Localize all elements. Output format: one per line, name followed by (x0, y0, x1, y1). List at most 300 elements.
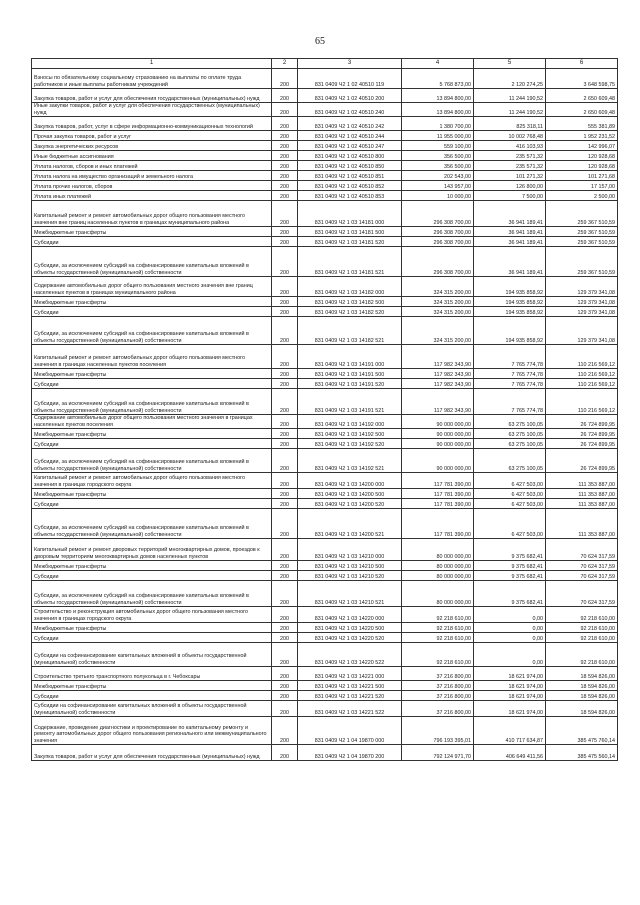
row-code: 200 (272, 509, 298, 539)
header-row (32, 59, 618, 69)
row-code: 200 (272, 539, 298, 561)
row-code: 200 (272, 131, 298, 141)
table-row (32, 717, 618, 745)
row-code: 200 (272, 191, 298, 201)
row-executed: 11 244 190,52 (474, 89, 546, 103)
row-plan: 117 781 390,00 (402, 499, 474, 509)
row-plan: 143 957,00 (402, 181, 474, 191)
row-plan: 92 218 610,00 (402, 607, 474, 623)
row-name: Субсидии на софинансирование капитальных вложений в объекты государственной (муниципальной) собственности (32, 643, 272, 667)
row-remainder: 120 928,68 (546, 161, 618, 171)
row-code: 200 (272, 181, 298, 191)
row-code: 200 (272, 581, 298, 607)
row-plan: 90 000 000,00 (402, 449, 474, 473)
row-code: 200 (272, 607, 298, 623)
row-code: 200 (272, 429, 298, 439)
table-row (32, 307, 618, 317)
table-row (32, 667, 618, 681)
row-plan: 11 955 000,00 (402, 131, 474, 141)
row-remainder: 18 594 826,00 (546, 681, 618, 691)
row-executed: 235 571,32 (474, 161, 546, 171)
row-code: 200 (272, 117, 298, 131)
row-remainder: 92 218 610,00 (546, 623, 618, 633)
row-classifier: 831 0409 Ч2 1 02 40510 850 (298, 161, 402, 171)
row-executed: 18 621 974,00 (474, 701, 546, 717)
row-classifier: 831 0409 Ч2 1 03 14200 000 (298, 473, 402, 489)
row-code: 200 (272, 379, 298, 389)
row-remainder: 70 624 317,59 (546, 571, 618, 581)
table-row (32, 131, 618, 141)
row-plan: 37 216 800,00 (402, 667, 474, 681)
row-classifier: 831 0409 Ч2 1 03 14191 520 (298, 379, 402, 389)
row-executed: 11 244 190,52 (474, 103, 546, 117)
row-classifier: 831 0409 Ч2 1 03 14221 500 (298, 681, 402, 691)
row-plan: 296 308 700,00 (402, 201, 474, 227)
row-executed: 406 649 411,56 (474, 745, 546, 761)
table-row (32, 89, 618, 103)
row-remainder: 2 650 609,48 (546, 89, 618, 103)
row-executed: 63 275 100,05 (474, 449, 546, 473)
row-plan: 559 100,00 (402, 141, 474, 151)
row-classifier: 831 0409 Ч2 1 03 14220 500 (298, 623, 402, 633)
row-code: 200 (272, 151, 298, 161)
row-code: 200 (272, 247, 298, 277)
row-name: Субсидии (32, 691, 272, 701)
col-header-1: 1 (32, 59, 272, 69)
table-row (32, 369, 618, 379)
row-classifier: 831 0409 Ч2 1 03 14220 520 (298, 633, 402, 643)
row-classifier: 831 0409 Ч2 1 03 14220 000 (298, 607, 402, 623)
col-header-2: 2 (272, 59, 298, 69)
row-classifier: 831 0409 Ч2 1 03 14221 520 (298, 691, 402, 701)
row-classifier: 831 0409 Ч2 1 04 19870 200 (298, 745, 402, 761)
row-classifier: 831 0409 Ч2 1 02 40510 240 (298, 103, 402, 117)
row-plan: 92 218 610,00 (402, 643, 474, 667)
row-plan: 324 315 200,00 (402, 297, 474, 307)
row-remainder: 1 952 231,52 (546, 131, 618, 141)
row-executed: 825 318,11 (474, 117, 546, 131)
row-code: 200 (272, 201, 298, 227)
row-remainder: 3 648 598,75 (546, 69, 618, 89)
row-plan: 1 380 700,00 (402, 117, 474, 131)
table-row (32, 607, 618, 623)
row-executed: 7 765 774,78 (474, 345, 546, 369)
table-row (32, 429, 618, 439)
row-executed: 18 621 974,00 (474, 681, 546, 691)
row-code: 200 (272, 681, 298, 691)
row-classifier: 831 0409 Ч2 1 03 14210 000 (298, 539, 402, 561)
row-remainder: 129 379 341,08 (546, 307, 618, 317)
row-plan: 37 216 800,00 (402, 691, 474, 701)
row-plan: 356 500,00 (402, 161, 474, 171)
row-name: Субсидии (32, 439, 272, 449)
row-plan: 356 500,00 (402, 151, 474, 161)
row-remainder: 26 724 899,95 (546, 439, 618, 449)
table-row (32, 415, 618, 429)
row-code: 200 (272, 69, 298, 89)
row-executed: 9 375 682,41 (474, 581, 546, 607)
row-plan: 90 000 000,00 (402, 429, 474, 439)
row-code: 200 (272, 717, 298, 745)
row-executed: 416 103,93 (474, 141, 546, 151)
row-name: Межбюджетные трансферты (32, 489, 272, 499)
row-code: 200 (272, 473, 298, 489)
row-name: Капитальный ремонт и ремонт автомобильных дорог общего пользования местного значения в границах городского округа (32, 473, 272, 489)
row-name: Иные бюджетные ассигнования (32, 151, 272, 161)
table-row (32, 581, 618, 607)
table-row (32, 379, 618, 389)
table-row (32, 237, 618, 247)
row-plan: 324 315 200,00 (402, 317, 474, 345)
row-plan: 90 000 000,00 (402, 415, 474, 429)
row-code: 200 (272, 141, 298, 151)
row-name: Субсидии, за исключением субсидий на софинансирование капитальных вложений в объекты государственной (муниципальной) собственности (32, 247, 272, 277)
row-remainder: 111 353 887,00 (546, 473, 618, 489)
row-code: 200 (272, 237, 298, 247)
table-row (32, 633, 618, 643)
row-executed: 6 427 503,00 (474, 509, 546, 539)
budget-execution-table (31, 58, 618, 761)
row-remainder: 26 724 899,95 (546, 449, 618, 473)
row-code: 200 (272, 89, 298, 103)
row-classifier: 831 0409 Ч2 1 03 14181 500 (298, 227, 402, 237)
row-name: Закупка товаров, работ и услуг для обеспечения государственных (муниципальных) нужд (32, 745, 272, 761)
row-plan: 296 308 700,00 (402, 247, 474, 277)
table-row (32, 473, 618, 489)
row-name: Субсидии (32, 633, 272, 643)
table-row (32, 227, 618, 237)
row-code: 200 (272, 415, 298, 429)
row-classifier: 831 0409 Ч2 1 02 40510 800 (298, 151, 402, 161)
row-code: 200 (272, 633, 298, 643)
row-code: 200 (272, 297, 298, 307)
row-plan: 202 543,00 (402, 171, 474, 181)
row-plan: 10 000,00 (402, 191, 474, 201)
table-row (32, 161, 618, 171)
row-plan: 324 315 200,00 (402, 277, 474, 297)
row-executed: 9 375 682,41 (474, 561, 546, 571)
row-classifier: 831 0409 Ч2 1 03 14200 520 (298, 499, 402, 509)
table-row (32, 117, 618, 131)
row-name: Субсидии, за исключением субсидий на софинансирование капитальных вложений в объекты государственной (муниципальной) собственности (32, 317, 272, 345)
row-name: Иные закупки товаров, работ и услуг для обеспечения государственных (муниципальных) нужд (32, 103, 272, 117)
row-remainder: 2 500,00 (546, 191, 618, 201)
row-name: Уплата налога на имущество организаций и земельного налога (32, 171, 272, 181)
row-plan: 117 982 343,90 (402, 345, 474, 369)
row-code: 200 (272, 449, 298, 473)
row-remainder: 129 379 341,08 (546, 297, 618, 307)
row-executed: 194 935 858,92 (474, 307, 546, 317)
row-executed: 36 941 189,41 (474, 247, 546, 277)
row-executed: 194 935 858,92 (474, 317, 546, 345)
row-name: Закупка товаров, работ, услуг в сфере информационно-коммуникационных технологий (32, 117, 272, 131)
row-executed: 9 375 682,41 (474, 571, 546, 581)
table-row (32, 191, 618, 201)
table-row (32, 561, 618, 571)
row-executed: 7 500,00 (474, 191, 546, 201)
row-name: Субсидии (32, 571, 272, 581)
row-executed: 0,00 (474, 623, 546, 633)
table-row (32, 151, 618, 161)
row-code: 200 (272, 701, 298, 717)
table-row (32, 297, 618, 307)
row-classifier: 831 0409 Ч2 1 03 14192 500 (298, 429, 402, 439)
row-plan: 296 308 700,00 (402, 237, 474, 247)
row-name: Капитальный ремонт и ремонт автомобильных дорог общего пользования местного значения в границах населенных пунктов поселения (32, 345, 272, 369)
row-name: Субсидии, за исключением субсидий на софинансирование капитальных вложений в объекты государственной (муниципальной) собственности (32, 581, 272, 607)
row-executed: 410 717 634,87 (474, 717, 546, 745)
row-classifier: 831 0409 Ч2 1 03 14191 521 (298, 389, 402, 415)
row-classifier: 831 0409 Ч2 1 03 14182 500 (298, 297, 402, 307)
row-remainder: 142 996,07 (546, 141, 618, 151)
table-row (32, 389, 618, 415)
row-remainder: 110 216 569,12 (546, 389, 618, 415)
row-classifier: 831 0409 Ч2 1 03 14181 000 (298, 201, 402, 227)
row-code: 200 (272, 277, 298, 297)
row-executed: 36 941 189,41 (474, 227, 546, 237)
row-plan: 80 000 000,00 (402, 539, 474, 561)
row-remainder: 92 218 610,00 (546, 633, 618, 643)
row-name: Межбюджетные трансферты (32, 429, 272, 439)
row-code: 200 (272, 489, 298, 499)
row-code: 200 (272, 745, 298, 761)
row-executed: 0,00 (474, 633, 546, 643)
row-classifier: 831 0409 Ч2 1 03 14192 521 (298, 449, 402, 473)
row-remainder: 26 724 899,95 (546, 429, 618, 439)
row-executed: 194 935 858,92 (474, 297, 546, 307)
row-executed: 6 427 503,00 (474, 499, 546, 509)
row-remainder: 26 724 899,95 (546, 415, 618, 429)
row-classifier: 831 0409 Ч2 1 02 40510 200 (298, 89, 402, 103)
row-classifier: 831 0409 Ч2 1 02 40510 247 (298, 141, 402, 151)
table-body (32, 69, 618, 761)
row-remainder: 110 216 569,12 (546, 369, 618, 379)
table-row (32, 201, 618, 227)
row-remainder: 111 353 887,00 (546, 509, 618, 539)
row-classifier: 831 0409 Ч2 1 02 40510 852 (298, 181, 402, 191)
row-name: Межбюджетные трансферты (32, 369, 272, 379)
row-plan: 80 000 000,00 (402, 581, 474, 607)
row-executed: 18 621 974,00 (474, 667, 546, 681)
row-remainder: 120 928,68 (546, 151, 618, 161)
row-classifier: 831 0409 Ч2 1 03 14191 000 (298, 345, 402, 369)
row-code: 200 (272, 307, 298, 317)
row-name: Прочая закупка товаров, работ и услуг (32, 131, 272, 141)
row-code: 200 (272, 561, 298, 571)
row-plan: 792 124 971,70 (402, 745, 474, 761)
row-name: Уплата налогов, сборов и иных платежей (32, 161, 272, 171)
row-executed: 7 765 774,78 (474, 369, 546, 379)
row-remainder: 18 594 826,00 (546, 667, 618, 681)
row-name: Закупка энергетических ресурсов (32, 141, 272, 151)
row-executed: 63 275 100,05 (474, 429, 546, 439)
row-plan: 324 315 200,00 (402, 307, 474, 317)
table-row (32, 571, 618, 581)
row-code: 200 (272, 691, 298, 701)
row-executed: 0,00 (474, 607, 546, 623)
table-row (32, 181, 618, 191)
row-plan: 80 000 000,00 (402, 561, 474, 571)
row-name: Строительство и реконструкция автомобильных дорог общего пользования местного значения в границах городского округа (32, 607, 272, 623)
row-executed: 18 621 974,00 (474, 691, 546, 701)
row-remainder: 18 594 826,00 (546, 691, 618, 701)
row-code: 200 (272, 439, 298, 449)
row-remainder: 110 216 569,12 (546, 379, 618, 389)
row-executed: 36 941 189,41 (474, 201, 546, 227)
table-row (32, 643, 618, 667)
row-code: 200 (272, 369, 298, 379)
table-row (32, 539, 618, 561)
row-remainder: 2 650 609,48 (546, 103, 618, 117)
row-classifier: 831 0409 Ч2 1 03 14221 000 (298, 667, 402, 681)
row-executed: 10 002 768,48 (474, 131, 546, 141)
row-remainder: 555 381,89 (546, 117, 618, 131)
row-executed: 63 275 100,05 (474, 439, 546, 449)
row-classifier: 831 0409 Ч2 1 03 14182 000 (298, 277, 402, 297)
row-remainder: 129 379 341,08 (546, 317, 618, 345)
table-row (32, 439, 618, 449)
row-classifier: 831 0409 Ч2 1 03 14200 521 (298, 509, 402, 539)
row-executed: 6 427 503,00 (474, 473, 546, 489)
row-remainder: 70 624 317,59 (546, 539, 618, 561)
row-name: Капитальный ремонт и ремонт дворовых территорий многоквартирных домов, проездов к дворовым территориям многоквартирных домов населенных пунктов (32, 539, 272, 561)
row-name: Межбюджетные трансферты (32, 297, 272, 307)
row-remainder: 259 367 510,59 (546, 227, 618, 237)
row-classifier: 831 0409 Ч2 1 02 40510 851 (298, 171, 402, 181)
table-row (32, 141, 618, 151)
row-code: 200 (272, 317, 298, 345)
row-code: 200 (272, 667, 298, 681)
row-executed: 63 275 100,05 (474, 415, 546, 429)
row-plan: 796 193 395,01 (402, 717, 474, 745)
row-name: Субсидии (32, 237, 272, 247)
row-executed: 7 765 774,78 (474, 379, 546, 389)
row-plan: 117 982 343,90 (402, 379, 474, 389)
row-classifier: 831 0409 Ч2 1 03 14220 522 (298, 643, 402, 667)
row-plan: 13 894 800,00 (402, 89, 474, 103)
table-header (32, 59, 618, 69)
row-name: Содержание автомобильных дорог общего пользования местного значения вне границ населенных пунктов в границах муниципального района (32, 277, 272, 297)
row-classifier: 831 0409 Ч2 1 02 40510 853 (298, 191, 402, 201)
row-name: Уплата прочих налогов, сборов (32, 181, 272, 191)
row-name: Межбюджетные трансферты (32, 681, 272, 691)
row-name: Межбюджетные трансферты (32, 623, 272, 633)
row-plan: 80 000 000,00 (402, 571, 474, 581)
row-code: 200 (272, 161, 298, 171)
row-classifier: 831 0409 Ч2 1 03 14210 520 (298, 571, 402, 581)
row-remainder: 385 475 560,14 (546, 745, 618, 761)
table-row (32, 745, 618, 761)
row-classifier: 831 0409 Ч2 1 02 40510 244 (298, 131, 402, 141)
row-name: Строительство третьего транспортного полукольца в г. Чебоксары (32, 667, 272, 681)
table-row (32, 691, 618, 701)
row-remainder: 129 379 341,08 (546, 277, 618, 297)
table-row (32, 681, 618, 691)
table-row (32, 509, 618, 539)
col-header-4: 4 (402, 59, 474, 69)
table-row (32, 499, 618, 509)
row-plan: 117 781 390,00 (402, 509, 474, 539)
row-remainder: 259 367 510,59 (546, 201, 618, 227)
row-executed: 126 800,00 (474, 181, 546, 191)
row-code: 200 (272, 623, 298, 633)
row-code: 200 (272, 171, 298, 181)
row-plan: 13 894 800,00 (402, 103, 474, 117)
row-executed: 2 120 274,25 (474, 69, 546, 89)
row-code: 200 (272, 571, 298, 581)
row-classifier: 831 0409 Ч2 1 03 14192 520 (298, 439, 402, 449)
row-classifier: 831 0409 Ч2 1 03 14210 500 (298, 561, 402, 571)
table-row (32, 449, 618, 473)
row-classifier: 831 0409 Ч2 1 04 19870 000 (298, 717, 402, 745)
row-classifier: 831 0409 Ч2 1 03 14182 520 (298, 307, 402, 317)
table-row (32, 345, 618, 369)
row-classifier: 831 0409 Ч2 1 03 14221 522 (298, 701, 402, 717)
row-plan: 117 982 343,90 (402, 389, 474, 415)
row-code: 200 (272, 227, 298, 237)
row-name: Содержание автомобильных дорог общего пользования местного значения в границах населенных пунктов поселения (32, 415, 272, 429)
row-code: 200 (272, 499, 298, 509)
row-classifier: 831 0409 Ч2 1 02 40510 119 (298, 69, 402, 89)
row-plan: 90 000 000,00 (402, 439, 474, 449)
row-remainder: 17 157,00 (546, 181, 618, 191)
row-plan: 296 308 700,00 (402, 227, 474, 237)
row-remainder: 111 353 887,00 (546, 489, 618, 499)
row-executed: 0,00 (474, 643, 546, 667)
col-header-3: 3 (298, 59, 402, 69)
row-remainder: 70 624 317,59 (546, 581, 618, 607)
row-classifier: 831 0409 Ч2 1 03 14200 500 (298, 489, 402, 499)
row-executed: 36 941 189,41 (474, 237, 546, 247)
row-classifier: 831 0409 Ч2 1 03 14181 521 (298, 247, 402, 277)
row-code: 200 (272, 103, 298, 117)
row-classifier: 831 0409 Ч2 1 03 14191 500 (298, 369, 402, 379)
row-plan: 117 781 390,00 (402, 489, 474, 499)
row-code: 200 (272, 345, 298, 369)
row-classifier: 831 0409 Ч2 1 03 14210 521 (298, 581, 402, 607)
row-executed: 7 765 774,78 (474, 389, 546, 415)
row-remainder: 18 594 826,00 (546, 701, 618, 717)
row-plan: 92 218 610,00 (402, 623, 474, 633)
row-remainder: 92 218 610,00 (546, 607, 618, 623)
table-row (32, 171, 618, 181)
row-name: Субсидии (32, 499, 272, 509)
row-remainder: 101 271,68 (546, 171, 618, 181)
row-name: Субсидии (32, 379, 272, 389)
row-name: Взносы по обязательному социальному страхованию на выплаты по оплате труда работников и иные выплаты работникам учреждений (32, 69, 272, 89)
table-row (32, 317, 618, 345)
row-remainder: 111 353 887,00 (546, 499, 618, 509)
row-remainder: 385 475 760,14 (546, 717, 618, 745)
col-header-5: 5 (474, 59, 546, 69)
row-name: Содержание, проведение диагностики и проектирование по капитальному ремонту и ремонту автомобильных дорог общего пользования регионального или межмуниципального значения (32, 717, 272, 745)
table-row (32, 701, 618, 717)
row-remainder: 259 367 510,59 (546, 247, 618, 277)
row-plan: 117 781 390,00 (402, 473, 474, 489)
row-executed: 194 935 858,92 (474, 277, 546, 297)
table-row (32, 247, 618, 277)
row-remainder: 70 624 317,59 (546, 561, 618, 571)
row-name: Уплата иных платежей (32, 191, 272, 201)
row-remainder: 92 218 610,00 (546, 643, 618, 667)
row-name: Субсидии, за исключением субсидий на софинансирование капитальных вложений в объекты государственной (муниципальной) собственности (32, 389, 272, 415)
table-row (32, 69, 618, 89)
row-classifier: 831 0409 Ч2 1 03 14182 521 (298, 317, 402, 345)
table-row (32, 277, 618, 297)
row-classifier: 831 0409 Ч2 1 03 14192 000 (298, 415, 402, 429)
row-name: Закупка товаров, работ и услуг для обеспечения государственных (муниципальных) нужд (32, 89, 272, 103)
row-name: Субсидии на софинансирование капитальных вложений в объекты государственной (муниципальной) собственности (32, 701, 272, 717)
